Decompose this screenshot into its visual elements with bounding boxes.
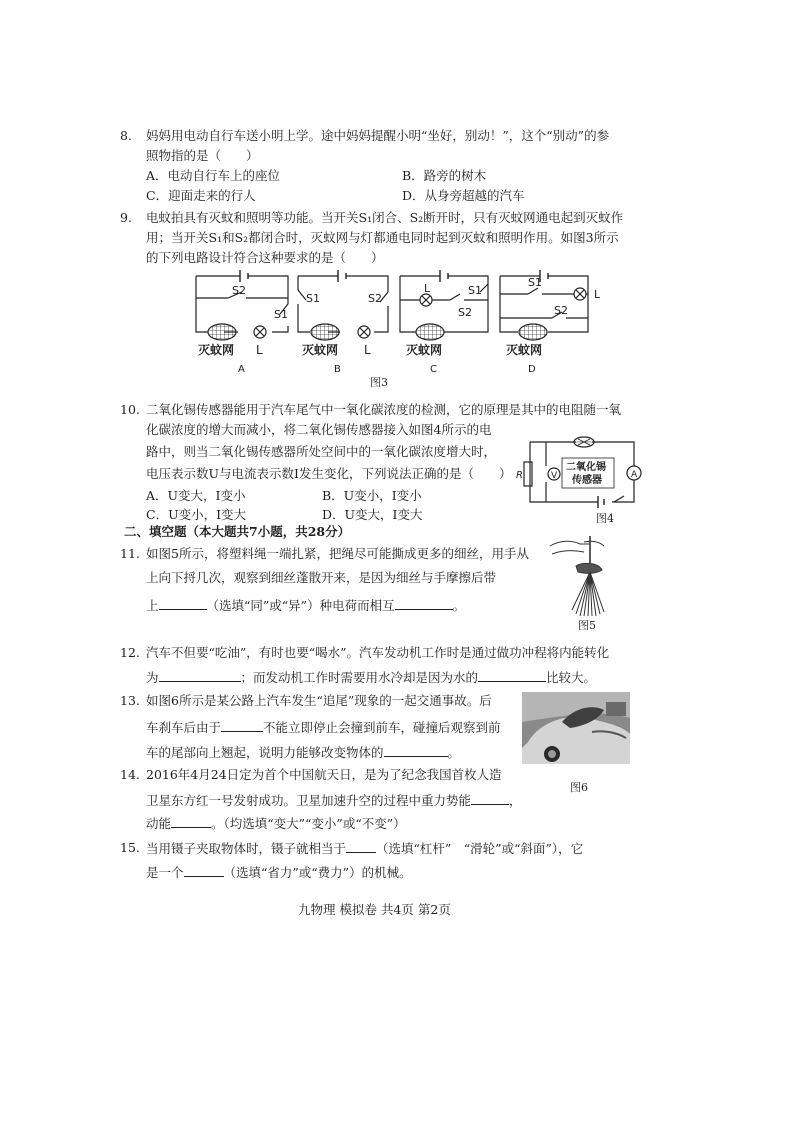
- q9-stem-line-1: 电蚊拍具有灭蚊和照明等功能。当开关S₁闭合、S₂断开时，只有灭蚊网通电起到灭蚊作: [146, 210, 624, 225]
- q9-stem-line-2: 用；当开关S₁和S₂都闭合时，灭蚊网与灯都通电同时起到灭蚊和照明作用。如图3所示: [146, 230, 619, 245]
- q14-line-3: [146, 815, 406, 832]
- q12-line-2-c: 比较大。: [546, 670, 597, 685]
- q11-line-3-c: 。: [452, 598, 466, 613]
- q11-line-3-a: 上: [146, 598, 159, 613]
- q14-line-2-a: 卫星东方红一号发射成功。卫星加速升空的过程中重力势能: [146, 793, 472, 808]
- circuit-a-letter: A: [238, 364, 245, 375]
- q10-number: 10.: [120, 402, 140, 417]
- q13-line-1: 如图6所示是某公路上汽车发生“追尾”现象的一起交通事故。后: [146, 693, 492, 708]
- q8-option-c: C．迎面走来的行人: [146, 188, 256, 203]
- q14-line-2-b: ，: [509, 793, 522, 808]
- q15-line-2-b: （选填“省力”或“费力”）的机械。: [223, 865, 412, 880]
- circuit-a: [196, 270, 288, 340]
- q13-blank-inertia[interactable]: [221, 719, 263, 732]
- q14-line-2: [146, 792, 522, 809]
- figure-6-caption: 图6: [570, 781, 588, 794]
- figure-4-caption: 图4: [596, 512, 614, 525]
- section-2-heading: 二、填空题（本大题共7小题，共28分）: [124, 524, 351, 539]
- circuit-d-s1-label: S1: [528, 276, 542, 289]
- q15-line-1: [146, 840, 583, 857]
- q10-option-a: A．U变大，I变小: [146, 488, 246, 503]
- circuit-a-s1-label: S1: [274, 308, 288, 321]
- q15-line-1-b: （选填“杠杆” “滑轮”或“斜面”），它: [376, 841, 584, 856]
- q13-line-2-a: 车刹车后由于: [146, 720, 222, 735]
- circuit-b-letter: B: [334, 364, 341, 375]
- q13-line-2-b: 不能立即停止会撞到前车，碰撞后观察到前: [263, 720, 501, 735]
- q9-stem-line-3: 的下列电路设计符合这种要求的是（ ）: [146, 250, 384, 265]
- q12-number: 12.: [120, 645, 140, 660]
- q15-line-2: [146, 864, 412, 881]
- q13-line-2: [146, 719, 501, 736]
- q11-line-1: 如图5所示，将塑料绳一端扎紧，把绳尽可能撕成更多的细丝，用手从: [146, 546, 529, 561]
- q14-line-1: 2016年4月24日定为首个中国航天日，是为了纪念我国首枚人造: [146, 767, 502, 782]
- q8-number: 8.: [120, 128, 132, 143]
- figure-4-ammeter-label: A: [631, 470, 638, 480]
- q15-line-1-a: 当用镊子夹取物体时，镊子就相当于: [146, 841, 347, 856]
- q10-stem-line-3: 路中，则当二氧化锡传感器所处空间中的一氧化碳浓度增大时，: [146, 444, 497, 459]
- q12-line-2-a: 为: [146, 670, 159, 685]
- q14-number: 14.: [120, 767, 140, 782]
- q11-line-3-b: （选填“同”或“异”）种电荷而相互: [206, 598, 395, 613]
- q11-blank-charge-type[interactable]: [159, 597, 207, 610]
- circuit-b-lamp-label: L: [364, 343, 371, 357]
- q12-blank-energy-form[interactable]: [159, 669, 241, 682]
- q10-option-c: C．U变小，I变大: [146, 507, 247, 522]
- q12-line-1: 汽车不但要“吃油”，有时也要“喝水”。汽车发动机工作时是通过做功冲程将内能转化: [146, 645, 610, 660]
- circuit-d-net-label: 灭蚊网: [506, 343, 543, 357]
- figure-4-voltmeter-label: V: [551, 471, 558, 481]
- q15-blank-simple-machine[interactable]: [346, 840, 376, 853]
- q10-option-d: D．U变大，I变大: [322, 507, 423, 522]
- circuit-d-lamp-label: L: [594, 288, 601, 301]
- circuit-c-net-label: 灭蚊网: [406, 343, 443, 357]
- circuit-c-s1-label: S1: [468, 284, 482, 297]
- q15-blank-force-type[interactable]: [184, 864, 224, 877]
- circuit-b-s1-label: S1: [306, 292, 320, 305]
- q13-line-3-a: 车的尾部向上翘起，说明力能够改变物体的: [146, 745, 384, 760]
- q8-stem-line-1: 妈妈用电动自行车送小明上学。途中妈妈提醒小明“坐好，别动！”，这个“别动”的参: [146, 128, 610, 143]
- q9-number: 9.: [120, 210, 132, 225]
- circuit-c-letter: C: [430, 364, 437, 375]
- q14-line-3-b: 。（均选填“变大”“变小”或“不变”）: [211, 816, 406, 831]
- q13-line-3: [146, 744, 460, 761]
- figure-6-car-crash-photo: [522, 692, 630, 764]
- q10-stem-line-4: 电压表示数U与电流表示数I发生变化，下列说法正确的是（ ）: [146, 466, 512, 481]
- figure-5-caption: 图5: [578, 619, 596, 632]
- circuit-a-net-label: 灭蚊网: [198, 343, 235, 357]
- q12-line-2: [146, 669, 596, 686]
- circuit-b: [298, 270, 388, 340]
- q10-stem-line-2: 化碳浓度的增大而减小，将二氧化锡传感器接入如图4所示的电: [146, 422, 492, 437]
- q8-option-b: B．路旁的树木: [402, 168, 487, 183]
- circuit-d: [500, 270, 588, 340]
- q13-blank-shape[interactable]: [384, 744, 448, 757]
- circuit-d-letter: D: [528, 364, 536, 375]
- q11-number: 11.: [120, 546, 140, 561]
- q11-line-2: 上向下捋几次，观察到细丝蓬散开来，是因为细丝与手摩擦后带: [146, 570, 497, 585]
- figure-4-circuit: [516, 436, 646, 512]
- q15-number: 15.: [120, 840, 140, 855]
- figure-5-plastic-strands: [546, 532, 612, 618]
- circuit-a-lamp-label: L: [256, 343, 263, 357]
- circuit-b-net-label: 灭蚊网: [302, 343, 339, 357]
- q15-line-2-a: 是一个: [146, 865, 184, 880]
- figure-3-caption: 图3: [370, 376, 388, 389]
- q11-line-3: [146, 597, 465, 614]
- figure-4-resistor-label: R: [516, 470, 523, 481]
- circuit-b-s2-label: S2: [368, 292, 382, 305]
- figure-4-sensor-label-2: 传感器: [572, 475, 602, 486]
- q14-blank-potential-energy[interactable]: [471, 792, 509, 805]
- q14-blank-kinetic-energy[interactable]: [171, 815, 211, 828]
- q12-line-2-b: ；而发动机工作时需要用水冷却是因为水的: [240, 670, 479, 685]
- figure-3-circuits: [188, 266, 618, 376]
- q10-stem-line-1: 二氧化锡传感器能用于汽车尾气中一氧化碳浓度的检测，它的原理是其中的电阻随一氧: [146, 402, 622, 417]
- circuit-c: [400, 270, 488, 340]
- q13-line-3-b: 。: [447, 745, 461, 760]
- page-footer: 九物理 模拟卷 共4页 第2页: [298, 902, 451, 917]
- circuit-d-s2-label: S2: [554, 304, 568, 317]
- circuit-c-lamp-label: L: [424, 282, 431, 295]
- figure-4-sensor-label-1: 二氧化锡: [566, 462, 606, 473]
- q11-blank-interaction[interactable]: [395, 597, 453, 610]
- circuit-a-s2-label: S2: [232, 284, 246, 297]
- q8-stem-line-2: 照物指的是（ ）: [146, 148, 259, 163]
- q13-number: 13.: [120, 693, 140, 708]
- q8-option-a: A．电动自行车上的座位: [146, 168, 281, 183]
- q10-option-b: B．U变小，I变小: [322, 488, 422, 503]
- q8-option-d: D．从身旁超越的汽车: [402, 188, 525, 203]
- q12-blank-water-property[interactable]: [478, 669, 546, 682]
- q14-line-3-a: 动能: [146, 816, 172, 831]
- circuit-c-s2-label: S2: [458, 306, 472, 319]
